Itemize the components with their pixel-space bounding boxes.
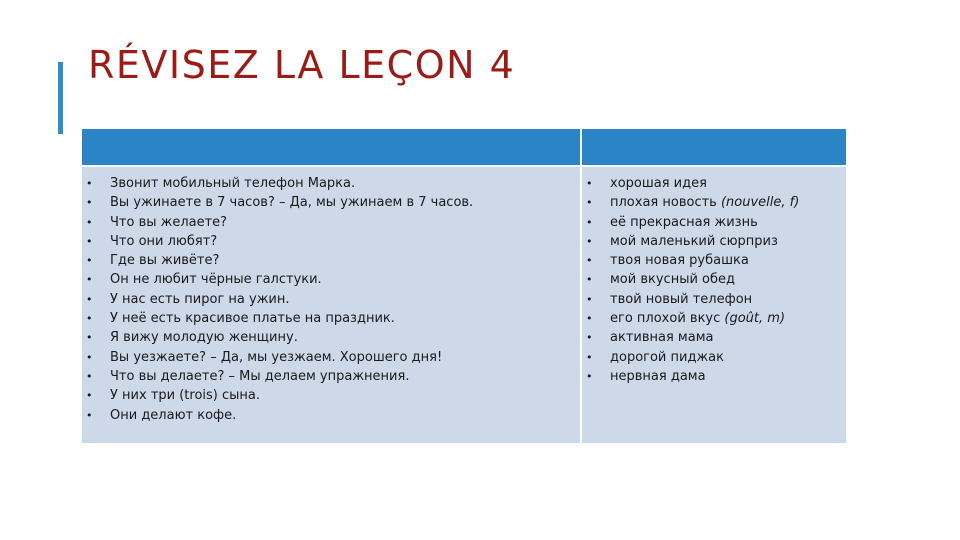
bullet-icon: •	[86, 292, 93, 306]
sentence-text: Он не любит чёрные галстуки.	[110, 272, 322, 288]
sentence-list-item	[82, 367, 580, 386]
bullet-icon: •	[586, 215, 593, 229]
sentence-list-item	[82, 386, 580, 405]
phrase-text: хорошая идея	[610, 176, 707, 191]
sentence-text: Что вы желаете?	[110, 214, 228, 230]
phrase-list-item	[582, 328, 846, 347]
sentence-text: У них три (trois) сына.	[110, 388, 261, 404]
bullet-icon: •	[586, 234, 593, 248]
table-body-row	[82, 167, 846, 443]
phrase-list-item	[582, 309, 846, 328]
phrase-text: его плохой вкус	[610, 311, 725, 327]
sentence-list-item	[82, 251, 580, 270]
bullet-icon: •	[86, 331, 93, 345]
sentence-list-item	[82, 232, 580, 251]
sentence-list-item	[82, 270, 580, 289]
sentence-text: Вы уезжаете? – Да, мы уезжаем. Хорошего дня!	[110, 349, 443, 365]
bullet-icon: •	[586, 331, 593, 345]
phrase-list-item	[582, 348, 846, 367]
sentence-text: Они делают кофе.	[110, 407, 237, 423]
bullet-icon: •	[86, 196, 93, 210]
bullet-icon: •	[586, 254, 593, 268]
sentence-text: Вы ужинаете в 7 часов? – Да, мы ужинаем в 7 часов.	[110, 195, 474, 211]
table-header-cell-left	[82, 129, 580, 165]
phrase-list-item	[582, 290, 846, 309]
sentence-list	[82, 174, 580, 425]
bullet-icon: •	[86, 273, 93, 287]
phrase-list-item	[582, 270, 846, 289]
phrase-text: твой новый телефон	[610, 291, 753, 307]
phrase-text: нервная дама	[610, 368, 706, 384]
sentence-list-item	[82, 406, 580, 425]
sentence-text: Где вы живёте?	[110, 253, 220, 269]
table-cell-phrases	[582, 167, 846, 443]
bullet-icon: •	[86, 177, 93, 190]
phrase-list-item	[582, 251, 846, 270]
phrase-list-item	[582, 232, 846, 251]
bullet-icon: •	[586, 196, 593, 210]
phrase-text: дорогой пиджак	[610, 349, 724, 365]
sentence-text: Я вижу молодую женщину.	[110, 330, 298, 346]
title-accent-bar	[58, 62, 63, 134]
bullet-icon: •	[586, 273, 593, 287]
phrase-list-item	[582, 193, 846, 212]
bullet-icon: •	[86, 369, 93, 383]
phrase-text: мой вкусный обед	[610, 272, 735, 288]
bullet-icon: •	[86, 389, 93, 403]
bullet-icon: •	[86, 254, 93, 268]
phrase-text: её прекрасная жизнь	[610, 214, 758, 230]
bullet-icon: •	[586, 369, 593, 383]
bullet-icon: •	[586, 292, 593, 306]
bullet-icon: •	[586, 312, 593, 326]
sentence-text: У неё есть красивое платье на праздник.	[110, 311, 395, 327]
phrase-text: активная мама	[610, 330, 714, 346]
sentence-text: Что вы делаете? – Мы делаем упражнения.	[110, 368, 410, 384]
bullet-icon: •	[86, 350, 93, 364]
bullet-icon: •	[86, 312, 93, 326]
phrase-text: мой маленький сюрприз	[610, 233, 778, 249]
sentence-list-item	[82, 193, 580, 212]
bullet-icon: •	[86, 408, 93, 422]
sentence-text: У нас есть пирог на ужин.	[110, 291, 290, 307]
phrase-text: твоя новая рубашка	[610, 253, 749, 269]
sentence-list-item	[82, 309, 580, 328]
bullet-icon: •	[586, 350, 593, 364]
lesson-table	[82, 129, 846, 443]
table-cell-sentences	[82, 167, 580, 443]
phrase-list	[582, 174, 846, 386]
bullet-icon: •	[86, 215, 93, 229]
table-header-row	[82, 129, 846, 165]
bullet-icon: •	[586, 177, 593, 190]
phrase-list-item	[582, 174, 846, 193]
phrase-list-item	[582, 213, 846, 232]
phrase-note: (nouvelle, f)	[720, 195, 800, 211]
phrase-list-item	[582, 367, 846, 386]
slide-title: RÉVISEZ LA LEÇON 4	[88, 43, 516, 87]
sentence-text: Звонит мобильный телефон Марка.	[110, 176, 356, 191]
table-header-cell-right	[582, 129, 846, 165]
sentence-list-item	[82, 290, 580, 309]
sentence-list-item	[82, 328, 580, 347]
sentence-list-item	[82, 348, 580, 367]
bullet-icon: •	[86, 234, 93, 248]
sentence-text: Что они любят?	[110, 233, 218, 249]
phrase-note: (goût, m)	[724, 311, 786, 327]
sentence-list-item	[82, 174, 580, 193]
phrase-text: плохая новость	[610, 195, 721, 211]
sentence-list-item	[82, 213, 580, 232]
